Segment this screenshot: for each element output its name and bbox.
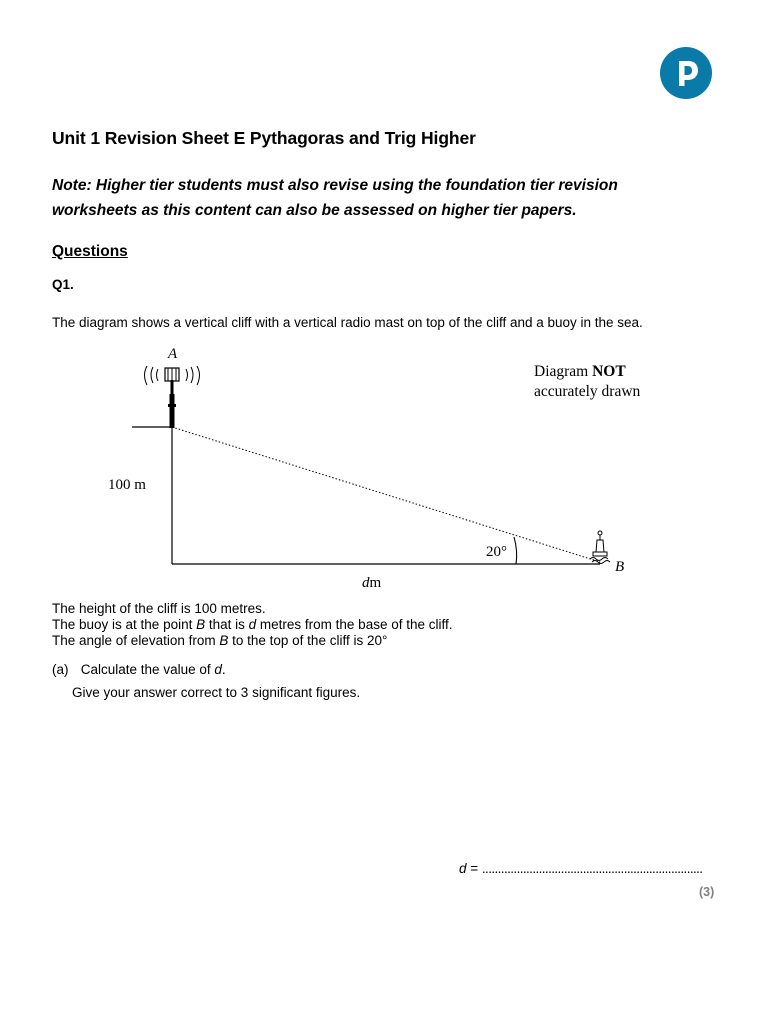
part-a-instruction: Give your answer correct to 3 significant figures. [72,685,361,700]
part-a-text-end: . [221,662,226,677]
part-a-question [52,662,226,677]
fact-line [52,633,453,649]
page-title: Unit 1 Revision Sheet E Pythagoras and Trig Higher [52,128,476,148]
fact-text: The angle of elevation from [52,633,220,648]
pearson-logo [660,47,712,99]
disclaimer-bold: NOT [592,363,626,380]
diagram-disclaimer-line1 [534,363,626,380]
label-distance [362,575,382,591]
answer-line[interactable] [459,861,702,876]
fact-text: The height of the cliff is 100 metres. [52,601,266,616]
label-height: 100 m [108,477,146,493]
fact-text: The buoy is at the point [52,617,197,632]
note-text: Note: Higher tier students must also revise using the foundation tier revision worksheets as this content can also be assessed on higher tier papers. [52,177,618,219]
question-intro: The diagram shows a vertical cliff with a vertical radio mast on top of the cliff and a buoy in the sea. [52,315,643,330]
label-point-a: A [168,346,178,362]
label-distance-unit: m [369,575,382,591]
cliff-diagram [0,338,768,598]
angle-arc [514,537,517,564]
line-of-sight [172,427,600,562]
fact-text: that is [205,617,249,632]
fact-var: B [219,633,229,648]
part-a-text: Calculate the value of [80,662,215,677]
section-heading: Questions [52,243,128,260]
label-distance-var: d [362,575,370,591]
fact-var: d [248,617,257,632]
fact-text: to the top of the cliff is 20° [228,633,388,648]
answer-equals: = [466,861,482,876]
radio-mast-icon [145,366,200,428]
disclaimer-pre: Diagram [534,363,593,380]
part-a-label: (a) [52,662,69,677]
fact-line [52,601,453,617]
diagram-disclaimer-line2: accurately drawn [534,383,641,400]
label-angle: 20° [486,544,507,560]
logo-circle [660,47,712,99]
fact-var: B [196,617,206,632]
part-a-var: d [214,662,222,677]
question-number: Q1. [52,277,74,292]
label-point-b: B [615,559,625,575]
answer-var: d [459,861,467,876]
fact-line [52,617,453,633]
question-facts [52,601,453,649]
fact-text: metres from the base of the cliff. [256,617,453,632]
buoy-icon [590,531,610,564]
marks-label: (3) [699,885,715,899]
answer-dots[interactable]: ...................................................................... [481,861,703,876]
